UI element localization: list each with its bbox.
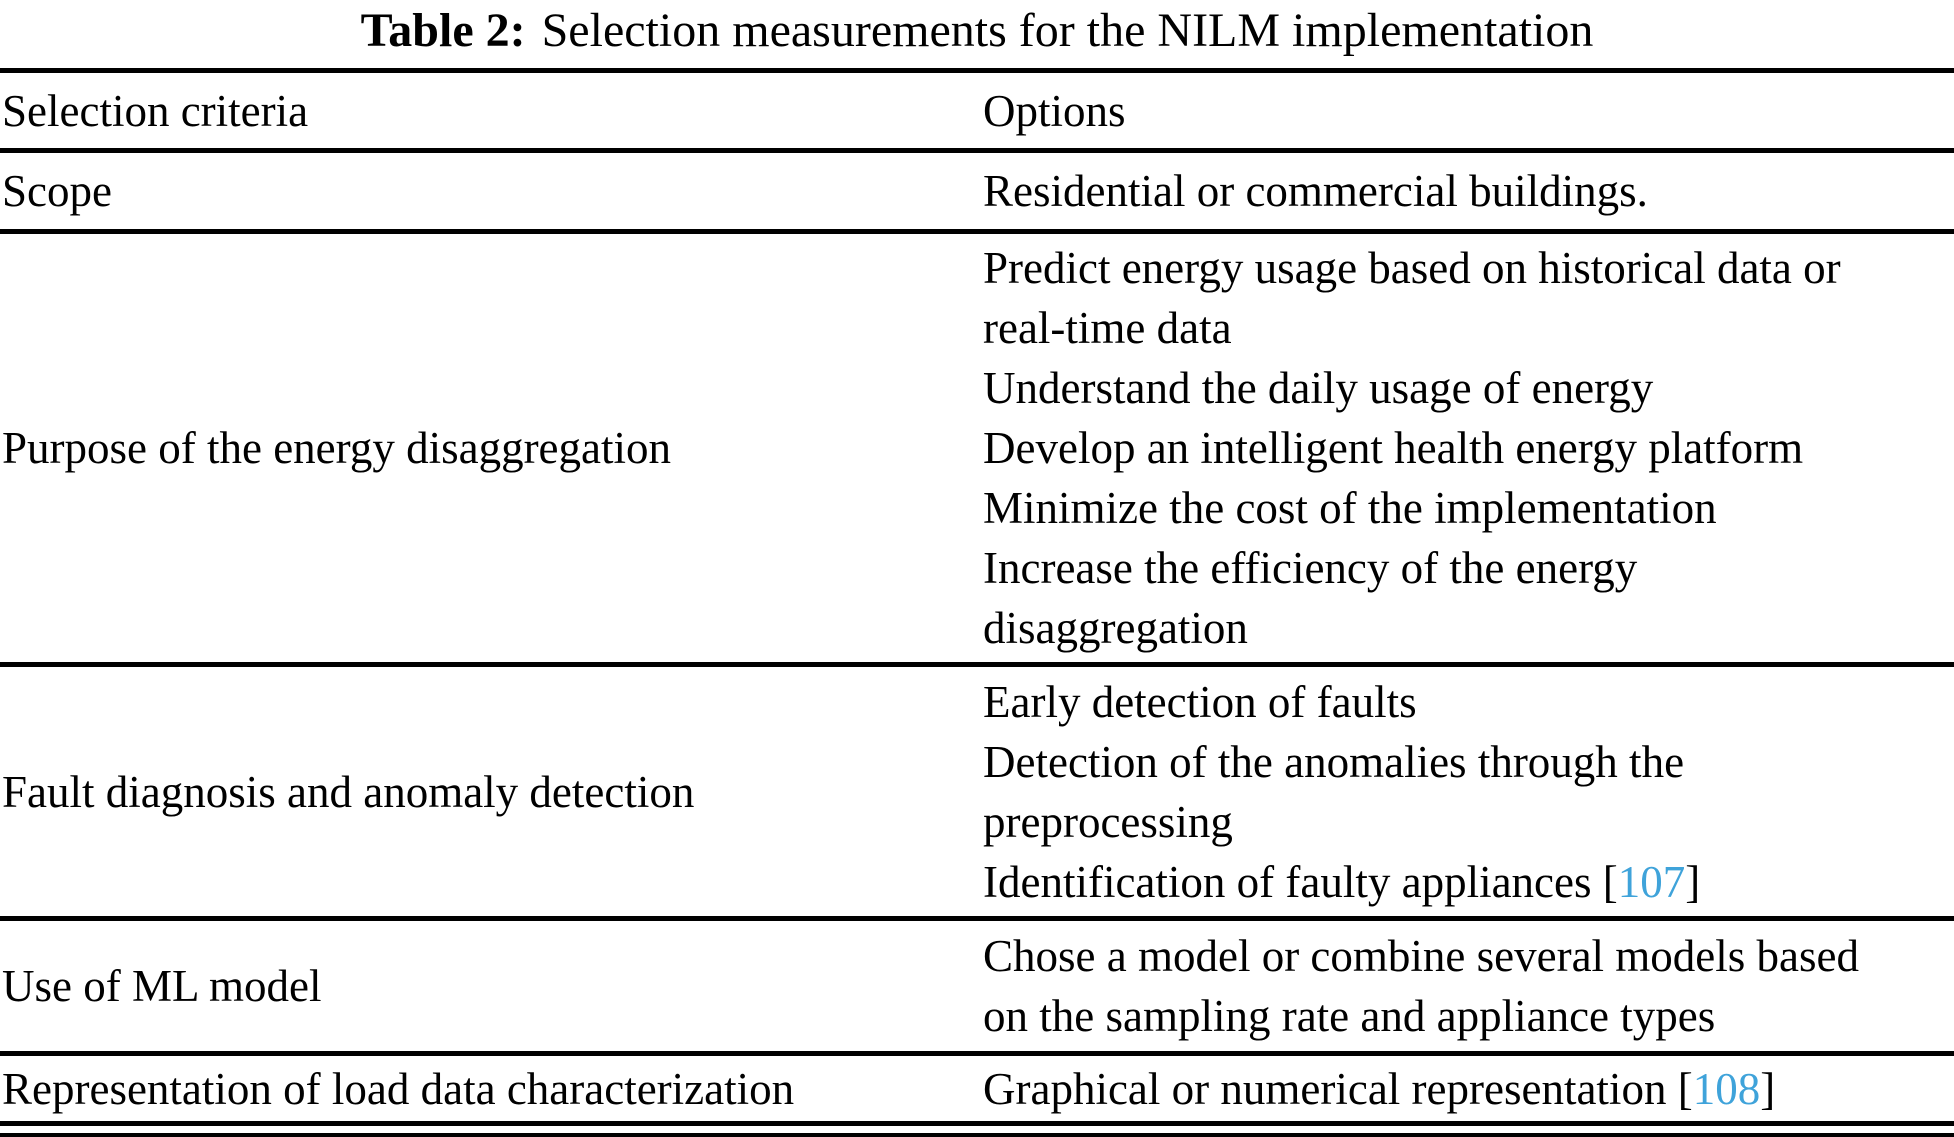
table-caption — [0, 0, 1954, 68]
table-row-fault-diagnosis — [0, 667, 1954, 916]
table-row-ml-model — [0, 921, 1954, 1051]
option-text: Graphical or numerical representation [ — [983, 1063, 1693, 1114]
option-line: Predict energy usage based on historical data or real-time data — [983, 243, 1841, 353]
option-line: Understand the daily usage of energy — [983, 363, 1654, 413]
option-line — [983, 852, 1903, 912]
options-cell — [983, 234, 1954, 662]
column-header-options: Options — [983, 85, 1126, 136]
column-header-criteria: Selection criteria — [2, 85, 309, 136]
bottom-rule-lower — [0, 1133, 1954, 1137]
table-row-purpose — [0, 234, 1954, 662]
option-line: Early detection of faults — [983, 676, 1417, 727]
criteria-cell: Fault diagnosis and anomaly detection — [2, 766, 695, 817]
criteria-cell: Scope — [2, 166, 112, 216]
options-cell — [983, 667, 1954, 916]
option-line: Detection of the anomalies through the preprocessing — [983, 736, 1685, 847]
option-line: Minimize the cost of the implementation — [983, 483, 1717, 533]
option-text: ] — [1685, 856, 1701, 907]
table-row-representation — [0, 1056, 1954, 1121]
option-line: Chose a model or combine several models based on the sampling rate and appliance types — [983, 931, 1860, 1041]
caption-title: Selection measurements for the NILM implementation — [541, 4, 1594, 57]
option-line: Residential or commercial buildings. — [983, 166, 1648, 216]
option-text: Identification of faulty appliances [ — [983, 856, 1618, 907]
option-text: ] — [1760, 1063, 1776, 1114]
options-cell — [983, 921, 1954, 1051]
bottom-rule-gap — [0, 1126, 1954, 1133]
option-line: Increase the efficiency of the energy disaggregation — [983, 543, 1638, 653]
citation-link-107[interactable]: 107 — [1617, 856, 1686, 907]
options-cell — [983, 153, 1954, 229]
criteria-cell: Representation of load data characterization — [2, 1063, 795, 1114]
criteria-cell: Use of ML model — [2, 961, 322, 1011]
option-line: Develop an intelligent health energy platform — [983, 423, 1804, 473]
option-line — [983, 1059, 1903, 1119]
criteria-cell: Purpose of the energy disaggregation — [2, 423, 672, 473]
options-cell — [983, 1056, 1954, 1121]
citation-link-108[interactable]: 108 — [1692, 1063, 1761, 1114]
header-row — [0, 73, 1954, 148]
caption-label: Table 2: — [360, 4, 526, 57]
table-row-scope — [0, 153, 1954, 229]
